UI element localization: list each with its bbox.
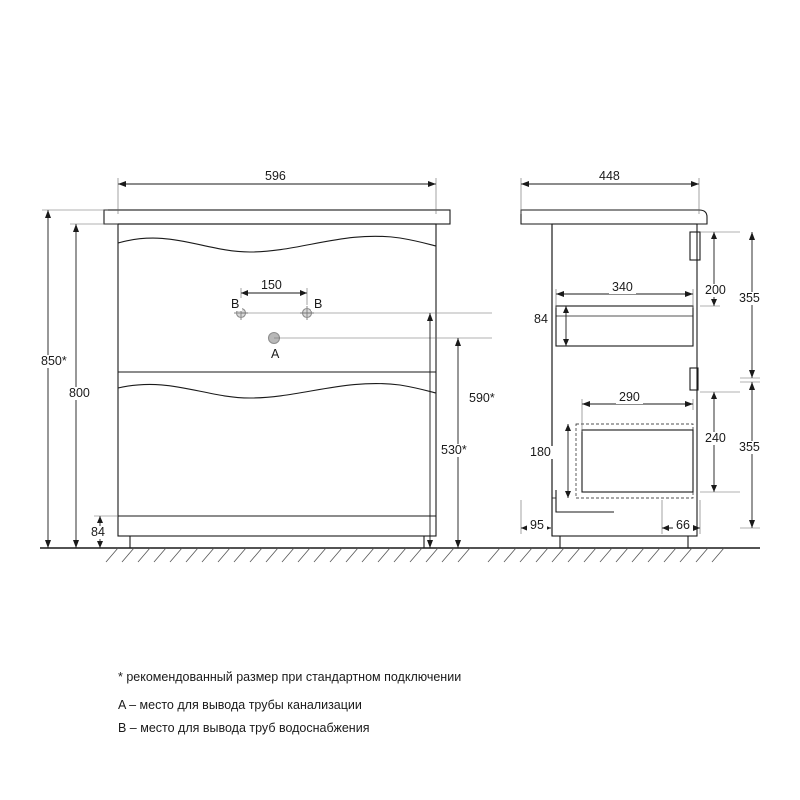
side-upper-drawer: [556, 306, 693, 346]
dim-label-240: 240: [702, 432, 729, 445]
dim-label-355-lower: 355: [736, 441, 763, 454]
front-upper-drawer-curve: [118, 236, 436, 252]
legend-line-3: B – место для вывода труб водоснабжения: [118, 721, 370, 735]
dim-label-200: 200: [702, 284, 729, 297]
side-lower-drawer: [582, 430, 693, 492]
dim-label-66: 66: [673, 519, 693, 532]
side-cabinet-body: [552, 224, 697, 536]
dim-label-596: 596: [262, 170, 289, 183]
dim-label-590: 590*: [466, 392, 498, 405]
side-siphon-pipe: [556, 490, 614, 512]
dim-label-448: 448: [596, 170, 623, 183]
marker-label-b-left: B: [228, 298, 242, 311]
marker-label-b-right: B: [311, 298, 325, 311]
front-lower-drawer-curve: [118, 384, 436, 398]
dim-label-340: 340: [609, 281, 636, 294]
front-countertop: [104, 210, 450, 224]
dim-label-180: 180: [527, 446, 554, 459]
dim-label-150: 150: [258, 279, 285, 292]
dim-label-530: 530*: [438, 444, 470, 457]
legend-line-2: A – место для вывода трубы канализации: [118, 698, 362, 712]
dim-label-95: 95: [527, 519, 547, 532]
marker-label-a: A: [268, 348, 282, 361]
legend-line-1: * рекомендованный размер при стандартном подключении: [118, 670, 462, 684]
dim-label-84-side: 84: [531, 313, 551, 326]
side-upper-handle: [690, 232, 700, 260]
side-countertop: [521, 210, 707, 224]
dim-label-800: 800: [66, 387, 93, 400]
dim-label-850: 850*: [38, 355, 70, 368]
dim-label-355-upper: 355: [736, 292, 763, 305]
dim-label-290: 290: [616, 391, 643, 404]
front-cabinet-body: [118, 224, 436, 536]
dim-label-84-front: 84: [88, 526, 108, 539]
